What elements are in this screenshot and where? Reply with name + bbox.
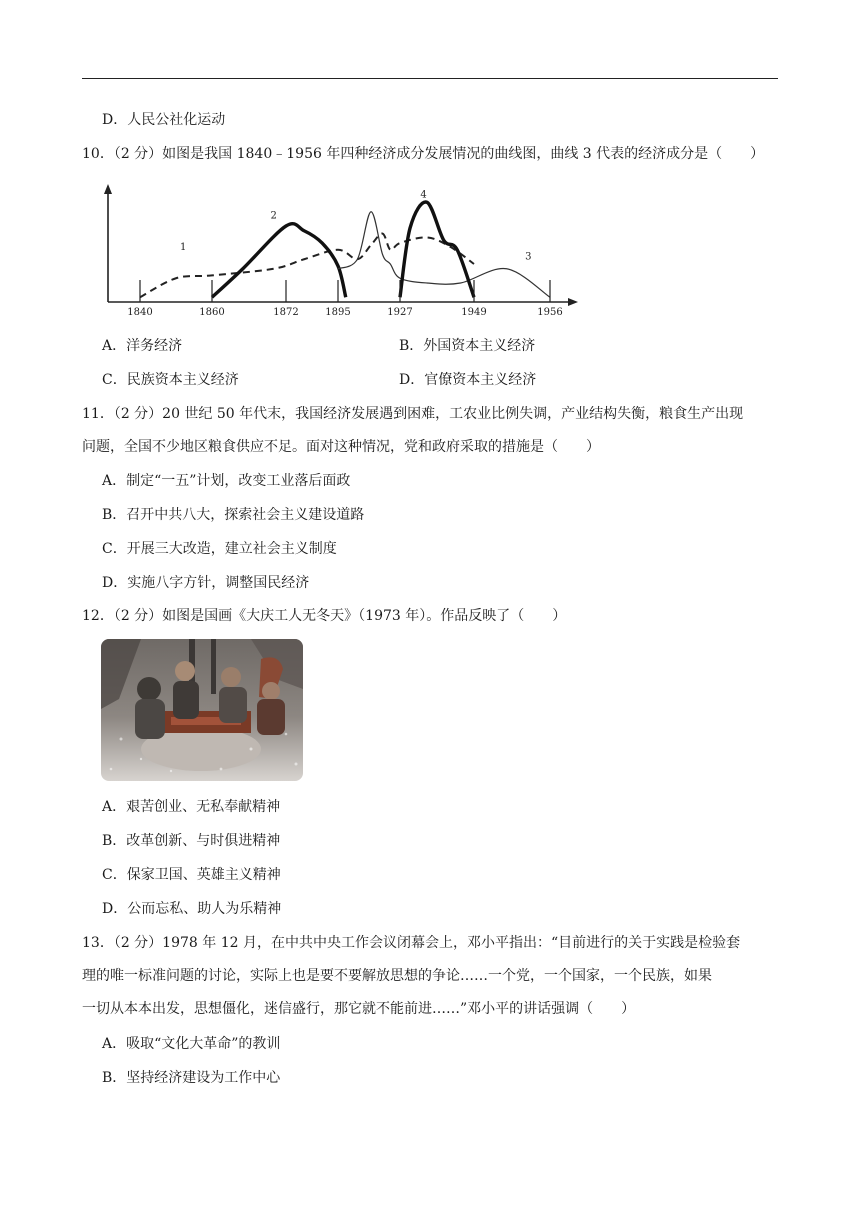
curve-label-4: 4: [420, 189, 427, 201]
q11-stem-line2: 问题，全国不少地区粮食供应不足。面对这种情况，党和政府采取的措施是（ ）: [82, 439, 600, 455]
q13-stem-line1: 13．（2 分）1978 年 12 月，在中共中央工作会议闭幕会上，邓小平指出：“目前进行的关于实践是检验套: [82, 935, 741, 951]
curve-label-2: 2: [270, 210, 277, 222]
q9-option-d: D．人民公社化运动: [102, 112, 226, 128]
q13-stem-line2: 理的唯一标准问题的讨论，实际上也是要不要解放思想的争论……一个党，一个国家，一个民族，如果: [82, 968, 712, 984]
y-axis-arrow: [104, 184, 112, 194]
x-tick-label-1840: 1840: [127, 307, 153, 318]
q12-stem: 12．（2 分）如图是国画《大庆工人无冬天》（1973 年）。作品反映了（ ）: [82, 608, 567, 624]
q10-option-a[interactable]: A．洋务经济: [102, 338, 183, 354]
curve-2: [212, 224, 346, 298]
q13-option-a[interactable]: A．吸取“文化大革命”的教训: [102, 1036, 281, 1052]
painting-illustration: [101, 639, 303, 781]
x-tick-label-1927: 1927: [387, 307, 413, 318]
curve-label-3: 3: [525, 251, 532, 263]
curve-1: [140, 234, 474, 298]
economy-curve-chart: [100, 182, 590, 318]
q10-option-c[interactable]: C．民族资本主义经济: [102, 372, 239, 388]
q11-option-d[interactable]: D．实施八字方针，调整国民经济: [102, 575, 310, 591]
q11-stem-line1: 11．（2 分）20 世纪 50 年代末，我国经济发展遇到困难，工农业比例失调，产业结构失衡，粮食生产出现: [82, 406, 744, 422]
q12-option-a[interactable]: A．艰苦创业、无私奉献精神: [102, 799, 281, 815]
chart-svg: [100, 182, 590, 318]
q11-option-b[interactable]: B．召开中共八大，探索社会主义建设道路: [102, 507, 365, 523]
x-tick-label-1895: 1895: [325, 307, 351, 318]
x-tick-label-1956: 1956: [537, 307, 563, 318]
curve-label-1: 1: [180, 241, 187, 253]
q10-stem: 10．（2 分）如图是我国 1840﹣1956 年四种经济成分发展情况的曲线图，曲线 3 代表的经济成分是（ ）: [82, 146, 765, 162]
q13-option-b[interactable]: B．坚持经济建设为工作中心: [102, 1070, 281, 1086]
q10-option-d[interactable]: D．官僚资本主义经济: [399, 372, 537, 388]
curve-3: [338, 212, 550, 298]
q12-option-b[interactable]: B．改革创新、与时俱进精神: [102, 833, 281, 849]
q13-stem-line3: 一切从本本出发，思想僵化，迷信盛行，那它就不能前进……”邓小平的讲话强调（ ）: [82, 1001, 636, 1017]
q11-option-c[interactable]: C．开展三大改造，建立社会主义制度: [102, 541, 337, 557]
x-tick-label-1872: 1872: [273, 307, 299, 318]
q10-option-b[interactable]: B．外国资本主义经济: [399, 338, 536, 354]
x-tick-label-1860: 1860: [199, 307, 225, 318]
x-axis-arrow: [568, 298, 578, 306]
x-tick-label-1949: 1949: [461, 307, 487, 318]
header-rule: [82, 78, 778, 79]
q11-option-a[interactable]: A．制定“一五”计划，改变工业落后面政: [102, 473, 351, 489]
q12-option-d[interactable]: D．公而忘私、助人为乐精神: [102, 901, 282, 917]
painting-image: [101, 639, 303, 781]
q12-option-c[interactable]: C．保家卫国、英雄主义精神: [102, 867, 281, 883]
